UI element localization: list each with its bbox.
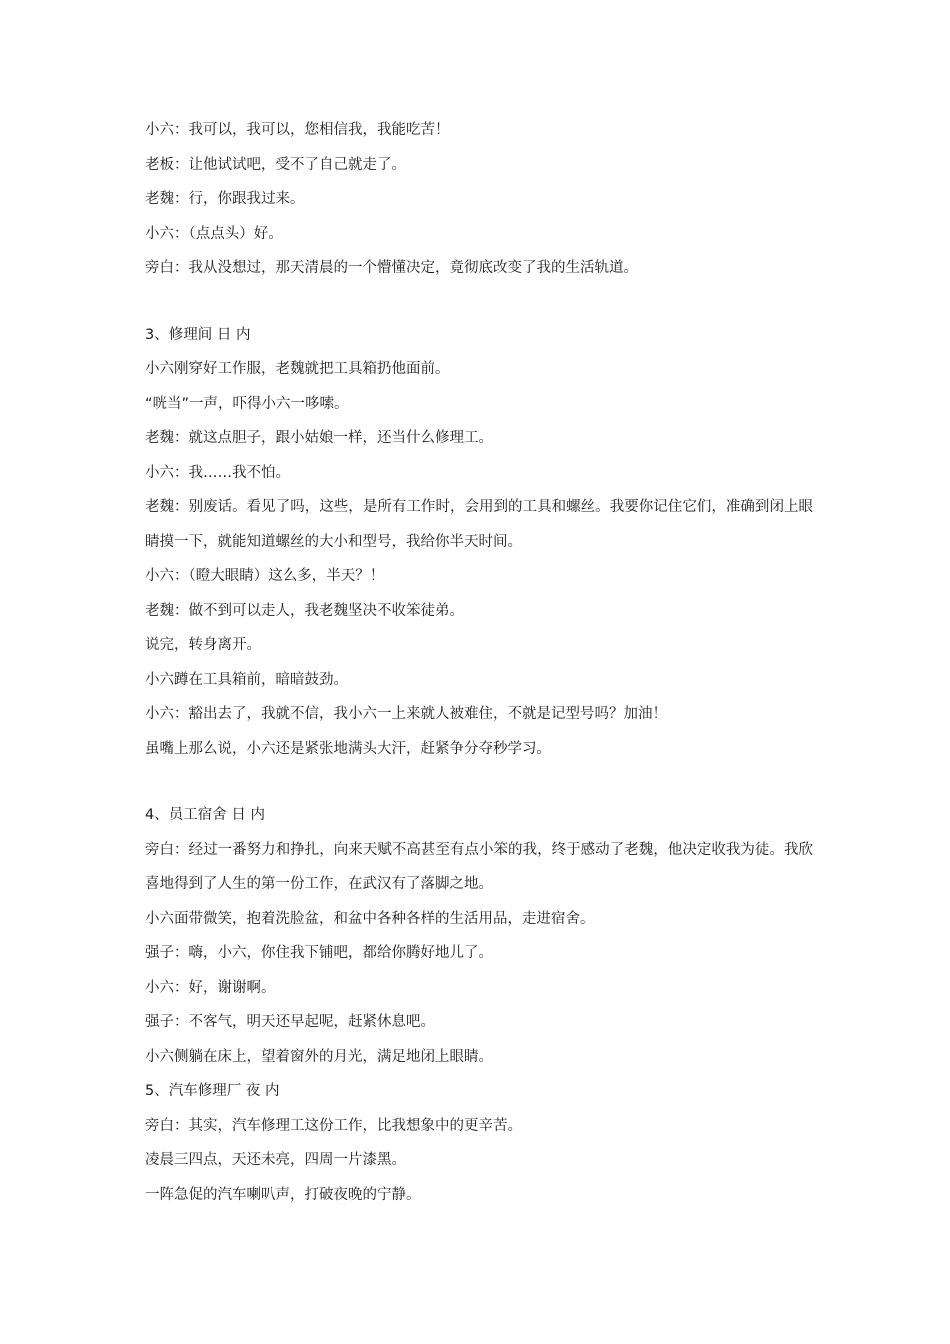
dialogue-line: 老魏：别废话。看见了吗，这些，是所有工作时，会用到的工具和螺丝。我要你记住它们，准确到闭上眼睛摸一下，就能知道螺丝的大小和型号，我给你半天时间。 (145, 499, 813, 550)
action-line: 小六面带微笑，抱着洗脸盆，和盆中各种各样的生活用品，走进宿舍。 (145, 910, 595, 927)
narration-line: 旁白：经过一番努力和挣扎，向来天赋不高甚至有点小笨的我，终于感动了老魏，他决定收我为徒。我欣喜地得到了人生的第一份工作，在武汉有了落脚之地。 (145, 841, 813, 892)
narration-line: 旁白：其实，汽车修理工这份工作，比我想象中的更辛苦。 (145, 1117, 522, 1134)
action-line: 凌晨三四点，天还未亮，四周一片漆黑。 (145, 1152, 406, 1168)
dialogue-line: 老魏：就这点胆子，跟小姑娘一样，还当什么修理工。 (145, 430, 493, 446)
dialogue-line: 老魏：行，你跟我过来。 (145, 191, 305, 207)
dialogue-line: 老魏：做不到可以走人，我老魏坚决不收笨徒弟。 (145, 602, 464, 619)
action-line: 说完，转身离开。 (145, 637, 261, 653)
dialogue-line: 小六：我……我不怕。 (145, 464, 290, 481)
narration-line: 旁白：我从没想过，那天清晨的一个懵懂决定，竟彻底改变了我的生活轨道。 (145, 260, 638, 276)
dialogue-line: 小六：好，谢谢啊。 (145, 979, 276, 996)
dialogue-line: 强子：嗨，小六，你住我下铺吧，都给你腾好地儿了。 (145, 945, 493, 961)
scene-heading: 5、汽车修理厂 夜 内 (145, 1083, 280, 1099)
dialogue-line: 小六：（瞪大眼睛）这么多，半天？！ (145, 568, 385, 584)
action-line: “咣当”一声，吓得小六一哆嗦。 (145, 395, 349, 412)
action-line: 小六侧躺在床上，望着窗外的月光，满足地闭上眼睛。 (145, 1048, 493, 1065)
action-line: 一阵急促的汽车喇叭声，打破夜晚的宁静。 (145, 1186, 421, 1203)
dialogue-line: 小六：我可以，我可以，您相信我，我能吃苦！ (145, 122, 450, 138)
action-line: 虽嘴上那么说，小六还是紧张地满头大汗，赶紧争分夺秒学习。 (145, 740, 551, 757)
action-line: 小六刚穿好工作服，老魏就把工具箱扔他面前。 (145, 361, 450, 377)
action-line: 小六蹲在工具箱前，暗暗鼓劲。 (145, 671, 348, 688)
script-body (145, 113, 813, 1212)
dialogue-line: 小六：豁出去了，我就不信，我小六一上来就人被难住，不就是记型号吗？加油！ (145, 706, 667, 722)
dialogue-line: 老板：让他试试吧，受不了自己就走了。 (145, 156, 406, 173)
dialogue-line: 强子：不客气，明天还早起呢，赶紧休息吧。 (145, 1014, 435, 1030)
scene-heading: 3、修理间 日 内 (145, 326, 251, 343)
dialogue-line: 小六：（点点头）好。 (145, 225, 283, 242)
scene-heading: 4、员工宿舍 日 内 (145, 807, 265, 823)
